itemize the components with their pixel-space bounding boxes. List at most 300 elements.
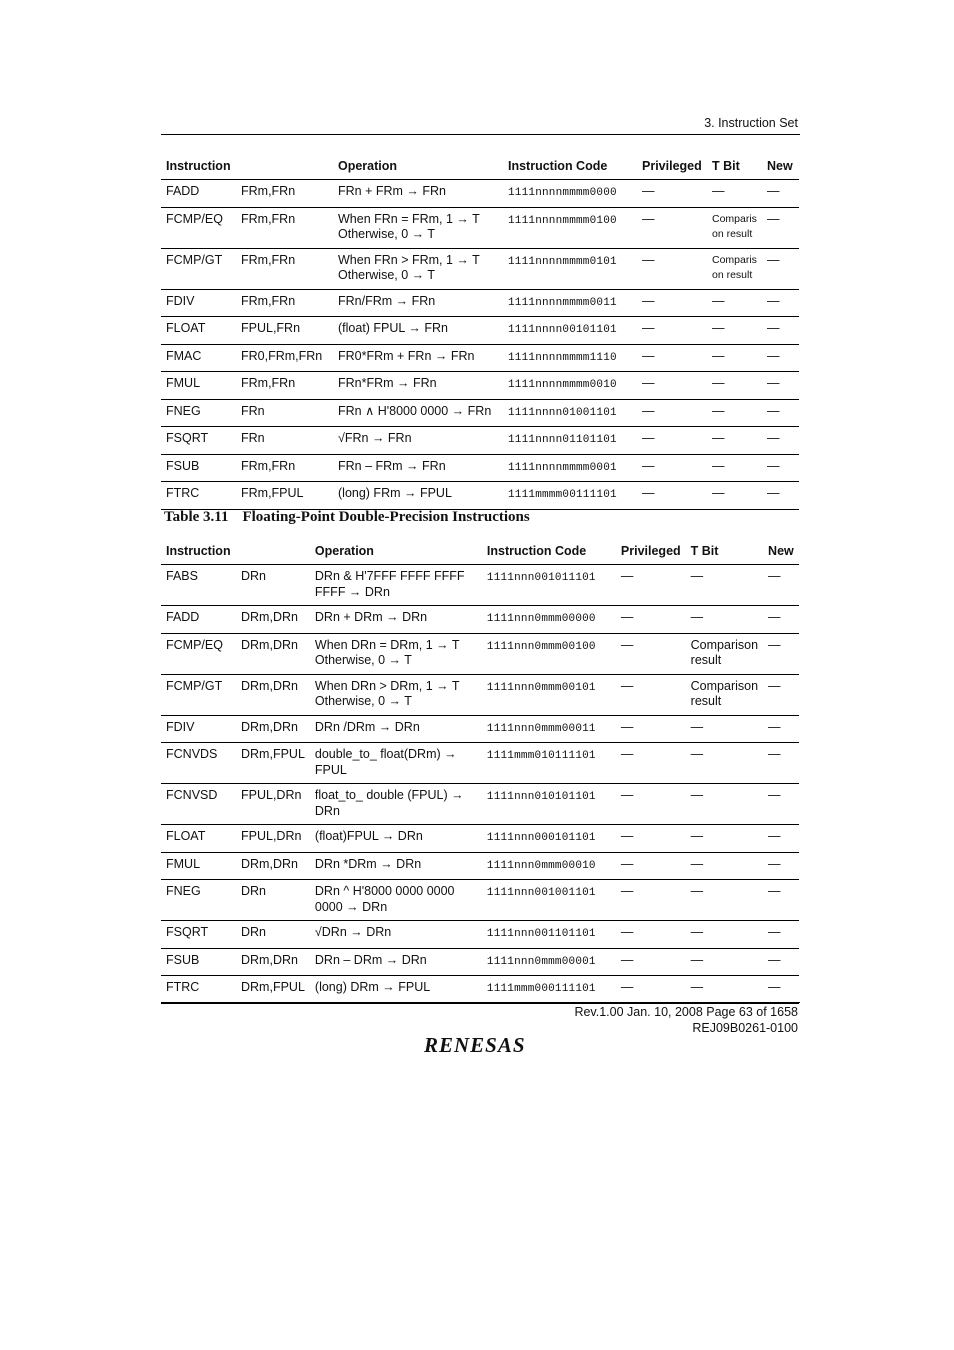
col-instruction-code: Instruction Code [482, 541, 616, 565]
instruction-operands [236, 606, 310, 634]
operation-cell-line: Otherwise, 0 → T [338, 227, 436, 241]
col-tbit: T Bit [686, 541, 763, 565]
operation-cell-line: Otherwise, 0 → T [314, 653, 412, 667]
instruction-mnemonic-line: FLOAT [166, 321, 206, 335]
instruction-code-line: 1111nnnn01101101 [508, 434, 617, 446]
instruction-code [482, 565, 616, 606]
instruction-mnemonic [161, 921, 236, 949]
privileged-cell [637, 482, 707, 510]
instruction-mnemonic [161, 454, 236, 482]
privileged-cell [637, 289, 707, 317]
instruction-mnemonic [161, 880, 236, 921]
instruction-operands [236, 715, 310, 743]
tbit-cell-line: — [690, 980, 704, 994]
instruction-operands-line: DRm,DRn [241, 678, 298, 693]
instruction-operands-line: FRm,FRn [241, 458, 296, 473]
instruction-mnemonic-line: FLOAT [166, 829, 206, 843]
table-row [161, 743, 799, 784]
table-row [161, 289, 799, 317]
tbit-cell [707, 482, 762, 510]
running-header: 3. Instruction Set [704, 116, 798, 130]
col-operation: Operation [310, 541, 482, 565]
table-row [161, 852, 799, 880]
tbit-cell [707, 427, 762, 455]
instruction-code-line: 1111nnnnmmmm0001 [508, 461, 617, 474]
table-caption [164, 509, 544, 526]
new-cell [762, 454, 799, 482]
table-row [161, 825, 799, 853]
tbit-cell [686, 633, 763, 674]
instruction-mnemonic-line: FABS [166, 569, 198, 583]
new-cell-line: — [768, 829, 781, 843]
col-tbit: T Bit [707, 156, 762, 180]
operation-cell-line: DRn – DRm → DRn [314, 952, 427, 967]
instruction-operands-line: DRn [241, 884, 267, 898]
new-cell [763, 565, 799, 606]
operation-cell [310, 825, 482, 853]
instruction-mnemonic-line: FCNVSD [166, 788, 218, 802]
operation-cell [333, 344, 503, 372]
operation-cell [333, 180, 503, 208]
tbit-cell [686, 715, 763, 743]
privileged-cell-line: — [642, 211, 655, 226]
col-operation: Operation [333, 156, 503, 180]
instruction-code [482, 606, 616, 634]
operation-cell-line: FFFF → DRn [314, 584, 390, 599]
operation-cell-line: DRn *DRm → DRn [314, 856, 422, 871]
table-row [161, 248, 799, 289]
operation-cell-line: DRn + DRm → DRn [314, 610, 428, 624]
privileged-cell [616, 784, 686, 825]
instruction-mnemonic [161, 825, 236, 853]
instruction-code-line: 1111nnn0mmm00000 [486, 613, 596, 625]
instruction-mnemonic-line: FSUB [166, 458, 200, 473]
renesas-logo [422, 1034, 542, 1061]
tbit-cell-line: — [690, 884, 704, 898]
caption-number: Table 3.11 [164, 509, 229, 525]
instruction-operands [236, 399, 333, 427]
operation-cell [310, 948, 482, 976]
privileged-cell [637, 454, 707, 482]
instruction-mnemonic-line: FMUL [166, 376, 201, 390]
instruction-mnemonic [161, 633, 236, 674]
new-cell [762, 372, 799, 400]
privileged-cell [637, 344, 707, 372]
privileged-cell [637, 317, 707, 345]
tbit-cell [686, 880, 763, 921]
tbit-cell-line: on result [712, 228, 753, 240]
operation-cell-line: DRn [314, 803, 340, 818]
instruction-code-line: 1111nnn001101101 [486, 928, 596, 940]
instruction-operands [236, 289, 333, 317]
operation-cell-line: (float)FPUL → DRn [314, 829, 423, 843]
instruction-code [482, 743, 616, 784]
instruction-operands-line: DRm,DRn [241, 637, 298, 652]
instruction-code [503, 454, 637, 482]
privileged-cell-line: — [620, 952, 634, 967]
operation-cell-line: (long) FRm → FPUL [338, 486, 452, 500]
col-operands [236, 156, 333, 180]
instruction-mnemonic-line: FSUB [166, 952, 200, 967]
tbit-cell-line: — [712, 403, 725, 418]
new-cell-line: — [768, 569, 781, 583]
operation-cell-line: DRn & H'7FFF FFFF FFFF [314, 569, 465, 583]
tbit-cell-line: — [712, 293, 725, 308]
new-cell-line: — [768, 925, 781, 939]
new-cell [762, 180, 799, 208]
instruction-code [503, 207, 637, 248]
operation-cell [310, 565, 482, 606]
new-cell-line: — [767, 376, 780, 390]
instruction-code [482, 921, 616, 949]
operation-cell [333, 248, 503, 289]
instruction-operands [236, 482, 333, 510]
table-row [161, 565, 799, 606]
privileged-cell-line: — [642, 321, 655, 335]
instruction-operands [236, 921, 310, 949]
instruction-mnemonic-line: FTRC [166, 980, 200, 994]
instruction-operands [236, 852, 310, 880]
new-cell [762, 344, 799, 372]
privileged-cell-line: — [642, 431, 655, 445]
operation-cell-line: When DRn = DRm, 1 → T [314, 637, 460, 652]
operation-cell-line: √FRn → FRn [338, 431, 412, 445]
instruction-code [503, 427, 637, 455]
instruction-code [503, 248, 637, 289]
tbit-cell [686, 784, 763, 825]
col-privileged: Privileged [616, 541, 686, 565]
instruction-operands [236, 743, 310, 784]
table-row [161, 606, 799, 634]
instruction-code [503, 399, 637, 427]
tbit-cell [707, 399, 762, 427]
operation-cell-line: FR0*FRm + FRn → FRn [338, 348, 475, 363]
instruction-mnemonic-line: FCMP/GT [166, 678, 223, 693]
table-row [161, 948, 799, 976]
instruction-mnemonic-line: FTRC [166, 486, 200, 500]
operation-cell-line: (long) DRm → FPUL [314, 980, 431, 994]
operation-cell-line: float_to_ double (FPUL) → [314, 788, 464, 802]
table-header-row [161, 541, 799, 565]
instruction-code [482, 715, 616, 743]
footer-rule [161, 1002, 800, 1003]
operation-cell [333, 317, 503, 345]
instruction-operands [236, 784, 310, 825]
new-cell-line: — [767, 184, 780, 198]
page-footer [574, 1005, 798, 1036]
operation-cell-line: FRn*FRm → FRn [338, 376, 437, 390]
tbit-cell [707, 372, 762, 400]
new-cell-line: — [768, 884, 781, 898]
tbit-cell-line: — [712, 348, 725, 363]
new-cell [762, 317, 799, 345]
instruction-operands-line: FRm,FPUL [241, 486, 304, 500]
instruction-code [503, 372, 637, 400]
privileged-cell [616, 852, 686, 880]
privileged-cell [616, 633, 686, 674]
new-cell [763, 852, 799, 880]
privileged-cell-line: — [620, 747, 634, 761]
new-cell-line: — [767, 458, 780, 473]
tbit-cell-line: — [712, 431, 725, 445]
new-cell [763, 715, 799, 743]
col-privileged: Privileged [637, 156, 707, 180]
privileged-cell [616, 743, 686, 784]
instruction-code-line: 1111nnn010101101 [486, 791, 596, 803]
tbit-cell-line: — [690, 856, 704, 871]
operation-cell [333, 482, 503, 510]
operation-cell [310, 743, 482, 784]
instruction-operands-line: DRm,DRn [241, 610, 298, 624]
privileged-cell [616, 715, 686, 743]
instruction-code-line: 1111nnn0mmm00100 [486, 640, 596, 653]
privileged-cell [637, 180, 707, 208]
instruction-operands [236, 344, 333, 372]
tbit-cell [686, 825, 763, 853]
tbit-cell-line: — [712, 184, 725, 198]
new-cell-line: — [768, 788, 781, 802]
renesas-logo-icon [422, 1034, 542, 1056]
privileged-cell [616, 606, 686, 634]
new-cell-line: — [767, 486, 780, 500]
instruction-code [503, 180, 637, 208]
instruction-operands-line: FPUL,DRn [241, 829, 302, 843]
new-cell-line: — [767, 293, 780, 308]
table-row [161, 921, 799, 949]
instruction-operands-line: FPUL,FRn [241, 321, 301, 335]
tbit-cell-line: — [690, 925, 704, 939]
operation-cell [310, 715, 482, 743]
table-row [161, 317, 799, 345]
instruction-mnemonic-line: FMUL [166, 856, 201, 871]
privileged-cell-line: — [642, 184, 655, 198]
privileged-cell-line: — [642, 376, 655, 390]
new-cell [762, 399, 799, 427]
operation-cell [333, 372, 503, 400]
table-row [161, 344, 799, 372]
instruction-operands-line: DRm,FPUL [241, 747, 305, 761]
instruction-mnemonic [161, 248, 236, 289]
instruction-mnemonic [161, 399, 236, 427]
instruction-operands [236, 427, 333, 455]
instruction-code-line: 1111nnn0mmm00001 [486, 955, 596, 968]
instruction-operands [236, 880, 310, 921]
instruction-mnemonic-line: FNEG [166, 884, 201, 898]
instruction-code-line: 1111nnn0mmm00010 [486, 859, 596, 872]
operation-cell-line: Otherwise, 0 → T [314, 694, 412, 708]
instruction-mnemonic-line: FCMP/EQ [166, 637, 223, 652]
instruction-mnemonic-line: FADD [166, 184, 200, 198]
instruction-code-line: 1111nnnnmmmm0010 [508, 379, 617, 391]
tbit-cell [686, 976, 763, 1004]
instruction-operands [236, 565, 310, 606]
table-header-row [161, 156, 799, 180]
privileged-cell-line: — [620, 856, 634, 871]
instruction-operands-line: FRm,FRn [241, 293, 296, 308]
instruction-code-line: 1111mmm010111101 [486, 750, 596, 762]
instruction-mnemonic [161, 606, 236, 634]
instruction-operands-line: FRm,FRn [241, 376, 296, 390]
tbit-cell-line: — [690, 952, 704, 967]
tbit-cell [686, 852, 763, 880]
instruction-code-line: 1111nnn000101101 [486, 832, 596, 844]
instruction-operands-line: FRn [241, 431, 265, 445]
instruction-mnemonic [161, 715, 236, 743]
instruction-code [482, 784, 616, 825]
instruction-operands [236, 633, 310, 674]
new-cell-line: — [768, 980, 781, 994]
operation-cell [333, 454, 503, 482]
tbit-cell [707, 207, 762, 248]
privileged-cell [637, 399, 707, 427]
instruction-mnemonic [161, 427, 236, 455]
operation-cell [310, 852, 482, 880]
col-instruction: Instruction [161, 541, 236, 565]
operation-cell-line: FPUL [314, 762, 347, 777]
new-cell [763, 674, 799, 715]
new-cell [762, 207, 799, 248]
instruction-mnemonic-line: FSQRT [166, 925, 209, 939]
instruction-operands [236, 317, 333, 345]
instruction-mnemonic-line: FCNVDS [166, 747, 218, 761]
privileged-cell-line: — [620, 829, 634, 843]
instruction-operands-line: DRn [241, 569, 267, 583]
instruction-operands-line: FRm,FRn [241, 211, 296, 226]
instruction-mnemonic-line: FADD [166, 610, 200, 624]
operation-cell [310, 880, 482, 921]
tbit-cell-line: — [712, 458, 725, 473]
operation-cell [333, 207, 503, 248]
table-row [161, 976, 799, 1004]
operation-cell [310, 674, 482, 715]
new-cell [763, 633, 799, 674]
operation-cell-line: DRn /DRm → DRn [314, 719, 420, 734]
tbit-cell-line: — [712, 321, 725, 335]
col-operands [236, 541, 310, 565]
instruction-code [503, 482, 637, 510]
tbit-cell-line: result [690, 653, 722, 667]
table-row [161, 427, 799, 455]
new-cell-line: — [768, 952, 781, 967]
instruction-mnemonic [161, 372, 236, 400]
new-cell-line: — [767, 431, 780, 445]
operation-cell-line: FRn + FRm → FRn [338, 184, 446, 198]
instruction-code-line: 1111nnnnmmmm0011 [508, 296, 617, 309]
table-row [161, 399, 799, 427]
instruction-code [482, 633, 616, 674]
new-cell [763, 880, 799, 921]
instruction-operands-line: DRm,FPUL [241, 980, 305, 994]
tbit-cell-line: — [690, 719, 704, 734]
table-row [161, 482, 799, 510]
new-cell-line: — [768, 747, 781, 761]
new-cell [763, 606, 799, 634]
col-instruction-code: Instruction Code [503, 156, 637, 180]
new-cell [762, 289, 799, 317]
instruction-mnemonic [161, 852, 236, 880]
tbit-cell-line: — [712, 486, 725, 500]
document-number: REJ09B0261-0100 [692, 1020, 798, 1035]
instruction-mnemonic-line: FDIV [166, 719, 195, 734]
new-cell-line: — [767, 321, 780, 335]
instruction-operands-line: FRm,FRn [241, 184, 296, 198]
new-cell [762, 427, 799, 455]
operation-cell-line: FRn/FRm → FRn [338, 293, 436, 308]
new-cell-line: — [768, 637, 781, 652]
privileged-cell [616, 674, 686, 715]
new-cell [763, 976, 799, 1004]
tbit-cell-line: — [712, 376, 725, 390]
privileged-cell [616, 825, 686, 853]
tbit-cell [686, 606, 763, 634]
privileged-cell-line: — [620, 788, 634, 802]
instruction-operands [236, 976, 310, 1004]
operation-cell [333, 399, 503, 427]
privileged-cell-line: — [620, 637, 634, 652]
operation-cell-line: When DRn > DRm, 1 → T [314, 678, 460, 693]
col-new: New [763, 541, 799, 565]
new-cell [763, 825, 799, 853]
privileged-cell-line: — [620, 980, 634, 994]
instruction-operands [236, 674, 310, 715]
privileged-cell-line: — [620, 884, 634, 898]
privileged-cell [637, 372, 707, 400]
instruction-mnemonic [161, 674, 236, 715]
privileged-cell-line: — [620, 719, 634, 734]
tbit-cell [707, 289, 762, 317]
instruction-code [482, 825, 616, 853]
instruction-operands [236, 248, 333, 289]
instruction-operands [236, 207, 333, 248]
instruction-operands [236, 180, 333, 208]
new-cell [763, 921, 799, 949]
tbit-cell [686, 743, 763, 784]
privileged-cell [616, 976, 686, 1004]
operation-cell [310, 633, 482, 674]
table-row [161, 180, 799, 208]
instruction-mnemonic-line: FDIV [166, 293, 195, 308]
new-cell [763, 743, 799, 784]
new-cell-line: — [767, 211, 780, 226]
tbit-cell-line: Comparis [712, 253, 757, 266]
table-row [161, 674, 799, 715]
operation-cell [333, 427, 503, 455]
instruction-mnemonic [161, 317, 236, 345]
new-cell-line: — [768, 856, 781, 871]
instruction-operands [236, 372, 333, 400]
privileged-cell [616, 565, 686, 606]
operation-cell-line: FRn ∧ H'8000 0000 → FRn [338, 403, 492, 418]
operation-cell-line: When FRn > FRm, 1 → T [338, 252, 480, 267]
privileged-cell-line: — [620, 678, 634, 693]
privileged-cell [616, 880, 686, 921]
privileged-cell [637, 248, 707, 289]
table-row [161, 454, 799, 482]
operation-cell [333, 289, 503, 317]
operation-cell-line: √DRn → DRn [314, 925, 392, 939]
operation-cell-line: 0000 → DRn [314, 899, 388, 914]
instruction-operands [236, 825, 310, 853]
instruction-code-line: 1111nnn001011101 [486, 572, 596, 584]
tbit-cell-line: Comparison [690, 637, 759, 652]
instruction-mnemonic [161, 289, 236, 317]
operation-cell [310, 606, 482, 634]
header-rule [161, 134, 800, 135]
instruction-mnemonic [161, 344, 236, 372]
tbit-cell [707, 180, 762, 208]
instruction-code-line: 1111nnn0mmm00011 [486, 722, 596, 735]
instruction-code [482, 948, 616, 976]
